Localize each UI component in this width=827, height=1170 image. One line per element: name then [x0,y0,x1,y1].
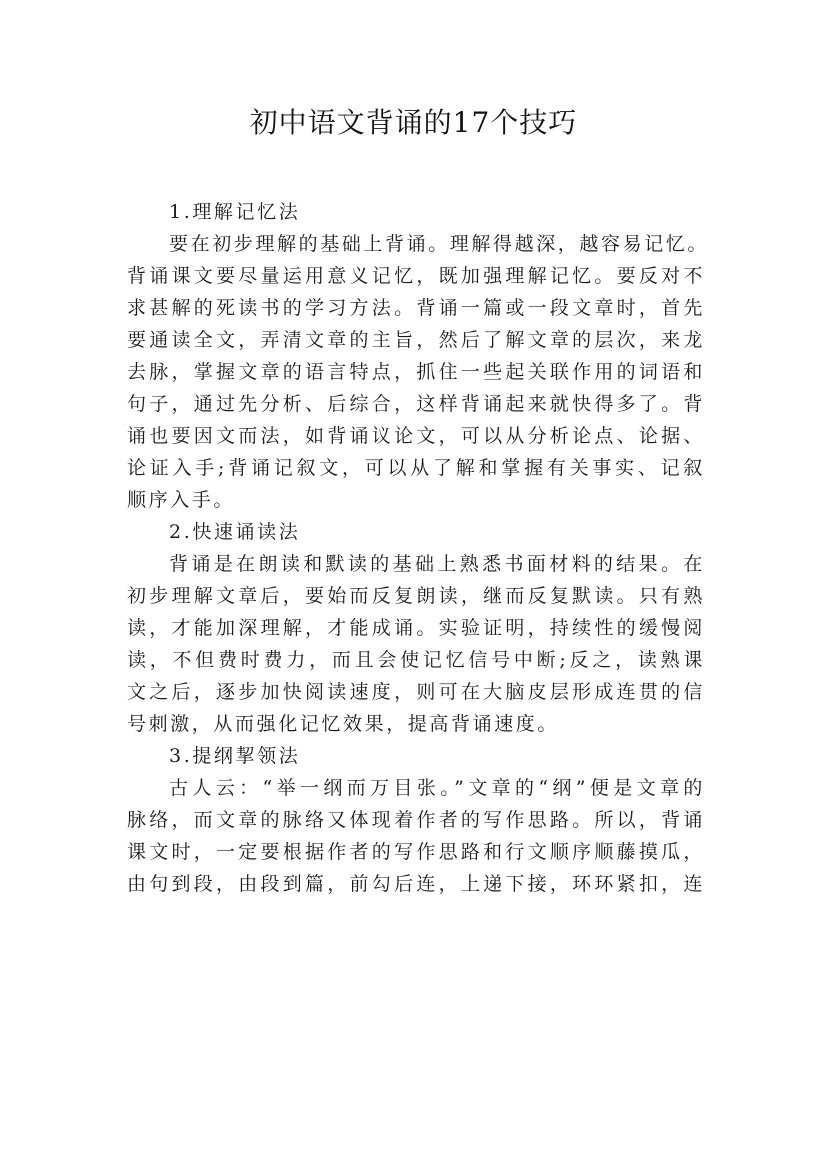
paragraph-line: 读，才能加深理解，才能成诵。实验证明，持续性的缓慢阅 [127,617,705,639]
paragraph-line: 背诵课文要尽量运用意义记忆，既加强理解记忆。要反对不 [127,265,705,287]
paragraph-line: 初步理解文章后，要始而反复朗读，继而反复默读。只有熟 [127,585,705,607]
paragraph-line: 由句到段，由段到篇，前勾后连，上递下接，环环紧扣，连 [127,873,705,895]
paragraph-line: 背诵是在朗读和默读的基础上熟悉书面材料的结果。在 [169,553,705,575]
document-body [127,196,710,900]
paragraph-line: 文之后，逐步加快阅读速度，则可在大脑皮层形成连贯的信 [127,681,705,703]
section-heading-1: 1.理解记忆法 [169,201,301,223]
section-heading-2: 2.快速诵读法 [169,521,301,543]
paragraph-line: 论证入手;背诵记叙文，可以从了解和掌握有关事实、记叙 [127,457,705,479]
paragraph-line: 读，不但费时费力，而且会使记忆信号中断;反之，读熟课 [127,649,705,671]
paragraph-line: 诵也要因文而法，如背诵议论文，可以从分析论点、论据、 [127,425,705,447]
paragraph-line: 要在初步理解的基础上背诵。理解得越深，越容易记忆。 [169,233,710,255]
paragraph-line: 顺序入手。 [127,489,236,511]
paragraph-line: 古人云：“举一纲而万目张。”文章的“纲”便是文章的 [169,777,705,799]
paragraph-line: 去脉，掌握文章的语言特点，抓住一些起关联作用的词语和 [127,361,705,383]
paragraph-line: 求甚解的死读书的学习方法。背诵一篇或一段文章时，首先 [127,297,705,319]
paragraph-line: 要通读全文，弄清文章的主旨，然后了解文章的层次，来龙 [127,329,705,351]
paragraph-line: 句子，通过先分析、后综合，这样背诵起来就快得多了。背 [127,393,705,415]
paragraph-line: 脉络，而文章的脉络又体现着作者的写作思路。所以，背诵 [127,809,705,831]
paragraph-line: 课文时，一定要根据作者的写作思路和行文顺序顺藤摸瓜， [127,841,705,863]
section-heading-3: 3.提纲挈领法 [169,745,301,767]
document-title: 初中语文背诵的17个技巧 [249,106,578,139]
paragraph-line: 号刺激，从而强化记忆效果，提高背诵速度。 [127,713,560,735]
